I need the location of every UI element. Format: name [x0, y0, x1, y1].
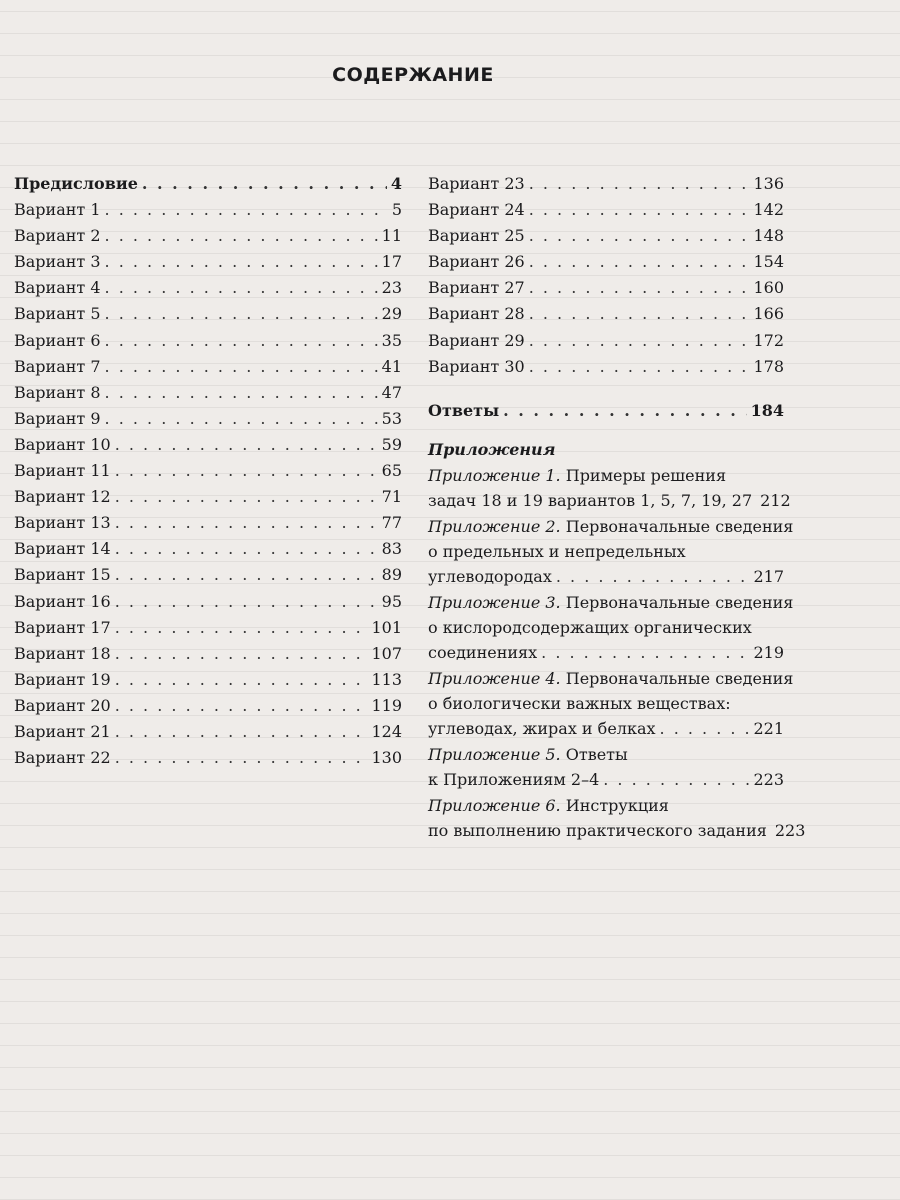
- toc-entry-answers: [428, 401, 784, 427]
- appendix-text: к Приложениям 2–4: [428, 769, 600, 789]
- toc-entry-page: 77: [381, 513, 402, 533]
- appendix-prefix: Приложение 6.: [428, 795, 561, 815]
- dot-leader: [115, 435, 378, 454]
- toc-entry: [428, 331, 784, 357]
- toc-entry: [428, 252, 784, 278]
- toc-entry: [14, 670, 402, 696]
- toc-entry-label: Вариант 12: [14, 487, 111, 507]
- toc-entry-page: 65: [381, 461, 402, 481]
- toc-entry: [428, 226, 784, 252]
- toc-entry-label: Вариант 29: [428, 330, 525, 350]
- dot-leader: [105, 200, 388, 219]
- appendix-first-line: [428, 666, 794, 691]
- appendix-page: 223: [774, 820, 806, 840]
- appendix-line: о кислородсодержащих органических: [428, 617, 752, 637]
- appendix-first-line: [428, 742, 784, 767]
- dot-leader: [529, 331, 750, 350]
- toc-entry-label: Вариант 11: [14, 461, 111, 481]
- appendix-page: 212: [760, 490, 791, 510]
- appendix-last-line: [428, 640, 784, 665]
- toc-entry-page: 71: [381, 487, 402, 507]
- toc-entry: [14, 435, 402, 461]
- toc-entry-label: Вариант 24: [428, 200, 525, 220]
- appendix-text: углеводородах: [428, 566, 552, 586]
- dot-leader: [660, 716, 750, 741]
- page-title: СОДЕРЖАНИЕ: [332, 64, 494, 86]
- appendix-last-line: [428, 767, 784, 792]
- appendix-text: задач 18 и 19 вариантов 1, 5, 7, 19, 27: [428, 490, 753, 510]
- toc-entry-label: Вариант 21: [14, 721, 111, 741]
- appendix-entry: [428, 463, 791, 513]
- appendix-entry: [428, 666, 794, 741]
- toc-entry: [428, 278, 784, 304]
- toc-entry-label: Вариант 3: [14, 252, 101, 272]
- toc-entry-label: Ответы: [428, 400, 500, 420]
- toc-entry-page: 148: [753, 226, 784, 246]
- toc-entry-label: Вариант 18: [14, 643, 111, 663]
- toc-entry: [428, 304, 784, 330]
- appendix-first-line: [428, 463, 784, 488]
- toc-entry-label: Вариант 15: [14, 565, 111, 585]
- appendix-entry: [428, 514, 794, 589]
- toc-entry-label: Вариант 16: [14, 591, 111, 611]
- appendix-text: Первоначальные сведения: [565, 668, 794, 688]
- appendix-entry: [428, 590, 794, 665]
- appendix-last-line: [428, 488, 791, 513]
- appendix-page: 221: [753, 718, 784, 738]
- toc-entry-page: 95: [381, 591, 402, 611]
- dot-leader: [529, 252, 750, 271]
- toc-entry: [14, 722, 402, 748]
- spacer: [428, 383, 784, 401]
- dot-leader: [115, 670, 368, 689]
- toc-entry-label: Вариант 8: [14, 382, 101, 402]
- toc-entry-page: 160: [753, 278, 784, 298]
- toc-entry-page: 130: [371, 748, 402, 768]
- dot-leader: [529, 304, 750, 323]
- appendix-page: 217: [753, 566, 784, 586]
- toc-entry-page: 29: [381, 304, 402, 324]
- dot-leader: [115, 592, 378, 611]
- toc-entry-page: 11: [381, 226, 402, 246]
- toc-entry: [14, 748, 402, 774]
- toc-entry: [428, 174, 784, 200]
- dot-leader: [529, 200, 750, 219]
- dot-leader: [529, 226, 750, 245]
- toc-entry-label: Вариант 14: [14, 539, 111, 559]
- toc-entry-page: 142: [753, 200, 784, 220]
- toc-entry-page: 119: [371, 695, 402, 715]
- toc-entry: [14, 539, 402, 565]
- toc-entry-label: Вариант 2: [14, 226, 101, 246]
- dot-leader: [105, 331, 378, 350]
- toc-entry-page: 124: [371, 721, 402, 741]
- dot-leader: [105, 357, 378, 376]
- toc-entry-page: 59: [381, 434, 402, 454]
- dot-leader: [142, 174, 387, 193]
- dot-leader: [105, 383, 378, 402]
- dot-leader: [529, 357, 750, 376]
- toc-entry-page: 35: [381, 330, 402, 350]
- toc-entry: [428, 200, 784, 226]
- toc-entry-page: 83: [381, 539, 402, 559]
- appendix-text: углеводах, жирах и белках: [428, 718, 656, 738]
- toc-entry: [14, 409, 402, 435]
- toc-entry: [14, 252, 402, 278]
- appendix-first-line: [428, 514, 794, 539]
- toc-entry-page: 184: [750, 400, 784, 420]
- toc-entry-page: 172: [753, 330, 784, 350]
- appendix-line: о биологически важных веществах:: [428, 693, 731, 713]
- toc-entry-page: 107: [371, 643, 402, 663]
- dot-leader: [115, 513, 378, 532]
- toc-entry-label: Вариант 10: [14, 434, 111, 454]
- appendix-text: по выполнению практического задания: [428, 820, 767, 840]
- toc-entry: [14, 226, 402, 252]
- dot-leader: [115, 696, 368, 715]
- dot-leader: [115, 722, 368, 741]
- appendix-first-line: [428, 793, 784, 818]
- dot-leader: [105, 252, 378, 271]
- appendix-last-line: [428, 716, 784, 741]
- toc-entry-label: Вариант 5: [14, 304, 101, 324]
- toc-entry-page: 178: [753, 356, 784, 376]
- dot-leader: [115, 618, 368, 637]
- toc-entry-page: 166: [753, 304, 784, 324]
- appendix-text: Первоначальные сведения: [565, 516, 794, 536]
- toc-entry-label: Вариант 4: [14, 278, 101, 298]
- toc-entry-page: 113: [371, 669, 402, 689]
- toc-entry-page: 47: [381, 382, 402, 402]
- appendix-entry: [428, 742, 784, 792]
- appendix-line: о предельных и непредельных: [428, 541, 686, 561]
- toc-entry-page: 17: [381, 252, 402, 272]
- dot-leader: [105, 409, 378, 428]
- toc-entry-label: Вариант 26: [428, 252, 525, 272]
- toc-entry: [14, 461, 402, 487]
- toc-entry: [428, 357, 784, 383]
- toc-entry-label: Вариант 22: [14, 748, 111, 768]
- toc-entry-label: Вариант 27: [428, 278, 525, 298]
- dot-leader: [105, 278, 378, 297]
- toc-entry: [14, 357, 402, 383]
- dot-leader: [105, 226, 378, 245]
- appendix-last-line: [428, 564, 784, 589]
- toc-entry: [14, 565, 402, 591]
- appendix-text: соединениях: [428, 642, 538, 662]
- toc-entry-page: 136: [753, 174, 784, 193]
- appendix-text: Примеры решения: [565, 465, 727, 485]
- appendix-first-line: [428, 590, 794, 615]
- toc-entry-page: 41: [381, 356, 402, 376]
- toc-entry-page: 4: [390, 174, 402, 193]
- dot-leader: [115, 461, 378, 480]
- dot-leader: [529, 278, 750, 297]
- appendices-heading: Приложения: [428, 439, 556, 459]
- toc-entry: [14, 278, 402, 304]
- toc-entry-label: Вариант 7: [14, 356, 101, 376]
- toc-right-column: [428, 174, 806, 844]
- toc-entry: [14, 592, 402, 618]
- dot-leader: [529, 174, 750, 193]
- toc-entry-label: Вариант 30: [428, 356, 525, 376]
- toc-entry-page: 154: [753, 252, 784, 272]
- dot-leader: [115, 565, 378, 584]
- dot-leader: [105, 304, 378, 323]
- toc-entry-label: Вариант 25: [428, 226, 525, 246]
- appendix-page: 219: [753, 642, 784, 662]
- toc-entry-label: Вариант 28: [428, 304, 525, 324]
- toc-entry-page: 89: [381, 565, 402, 585]
- toc-entry-label: Вариант 20: [14, 695, 111, 715]
- toc-entry: [14, 487, 402, 513]
- toc-entry-label: Вариант 9: [14, 408, 101, 428]
- appendix-prefix: Приложение 1.: [428, 465, 561, 485]
- appendix-prefix: Приложение 4.: [428, 668, 561, 688]
- toc-entry-label: Вариант 19: [14, 669, 111, 689]
- appendix-prefix: Приложение 2.: [428, 516, 561, 536]
- toc-entry-page: 23: [381, 278, 402, 298]
- toc-entry-page: 101: [371, 617, 402, 637]
- toc-entry: [14, 304, 402, 330]
- dot-leader: [115, 487, 378, 506]
- appendix-prefix: Приложение 5.: [428, 744, 561, 764]
- toc-entry: [14, 696, 402, 722]
- toc-entry: [14, 174, 402, 200]
- toc-entry-label: Вариант 23: [428, 174, 525, 193]
- toc-entry: [14, 618, 402, 644]
- toc-entry-label: Вариант 1: [14, 200, 101, 220]
- toc-entry: [14, 383, 402, 409]
- dot-leader: [556, 564, 750, 589]
- dot-leader: [115, 748, 368, 767]
- toc-entry: [14, 644, 402, 670]
- toc-entry: [14, 513, 402, 539]
- appendix-page: 223: [753, 769, 784, 789]
- dot-leader: [503, 401, 746, 420]
- toc-entry-label: Вариант 17: [14, 617, 111, 637]
- appendix-text: Инструкция: [565, 795, 669, 815]
- toc-entry-label: Вариант 6: [14, 330, 101, 350]
- toc-entry-label: Предисловие: [14, 174, 138, 193]
- toc-entry-page: 53: [381, 408, 402, 428]
- spacer: [428, 427, 784, 437]
- toc-entry: [14, 200, 402, 226]
- dot-leader: [115, 644, 368, 663]
- appendix-text: Первоначальные сведения: [565, 592, 794, 612]
- dot-leader: [603, 767, 749, 792]
- appendix-text: Ответы: [565, 744, 628, 764]
- appendix-prefix: Приложение 3.: [428, 592, 561, 612]
- appendix-entry: [428, 793, 806, 843]
- dot-leader: [541, 640, 749, 665]
- dot-leader: [115, 539, 378, 558]
- toc-left-column: [14, 174, 402, 774]
- appendix-last-line: [428, 818, 806, 843]
- toc-entry-label: Вариант 13: [14, 513, 111, 533]
- toc-entry: [14, 331, 402, 357]
- toc-entry-page: 5: [391, 200, 402, 220]
